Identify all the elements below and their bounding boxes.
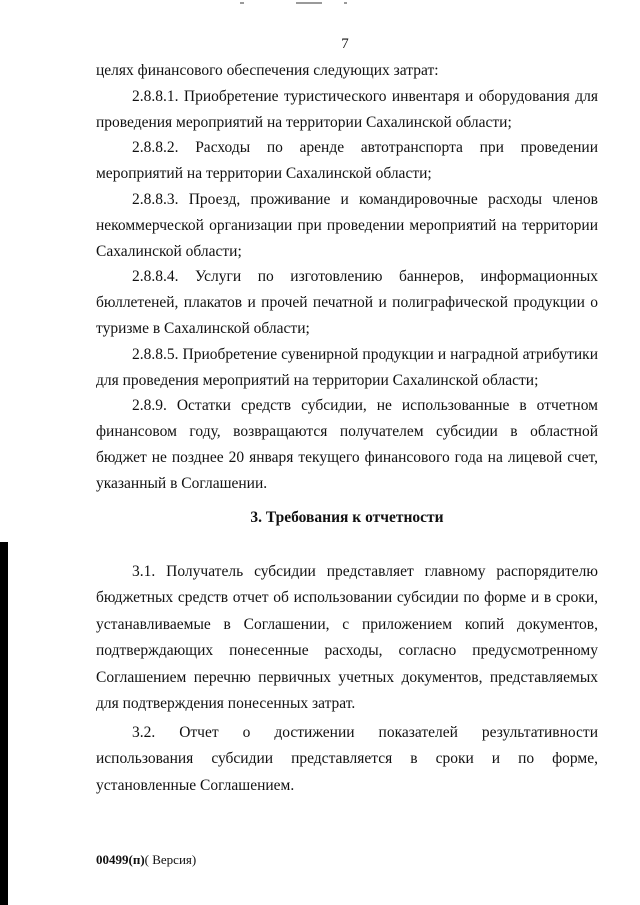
paragraph-2-8-8-2: 2.8.8.2. Расходы по аренде автотранспорта при проведении мероприятий на территории Сахалинской области; (96, 139, 598, 183)
document-version: ( Версия) (144, 852, 197, 867)
page-number: 7 (341, 36, 349, 52)
paragraph-2-8-8-4: 2.8.8.4. Услуги по изготовлению баннеров, информационных бюллетеней, плакатов и прочей печатной и полиграфической продукции о туризме в Сахалинской области; (96, 268, 598, 337)
document-body (96, 58, 598, 799)
paragraph-2-8-9: 2.8.9. Остатки средств субсидии, не использованные в отчетном финансовом году, возвращаются получателем субсидии в областной бюджет не позднее 20 января текущего финансового года на лицевой счет, указанный в Соглашении. (96, 397, 598, 492)
paragraph-3-1: 3.1. Получатель субсидии представляет главному распорядителю бюджетных средств отчет об использовании субсидии по форме и в сроки, устанавливаемые в Соглашении, с приложением копий документов, подтверждающих понесенные расходы, согласно предусмотренному Соглашением перечню первичных учетных документов, представляемых для подтверждения понесенных затрат. (96, 562, 598, 713)
scan-artifact (344, 2, 347, 4)
paragraph-3-2: 3.2. Отчет о достижении показателей результативности использования субсидии представляется в сроки и по форме, установленные Соглашением. (96, 723, 598, 794)
document-code: 00499(п) (96, 852, 145, 867)
section-title: 3. Требования к отчетности (250, 508, 444, 526)
scan-artifact (296, 2, 322, 4)
paragraph-continuation: целях финансового обеспечения следующих затрат: (96, 62, 439, 79)
scan-edge-shadow (0, 542, 8, 905)
scan-artifact (240, 2, 244, 4)
document-footer (96, 852, 196, 868)
paragraph-2-8-8-5: 2.8.8.5. Приобретение сувенирной продукции и наградной атрибутики для проведения мероприятий на территории Сахалинской области; (96, 345, 598, 389)
paragraph-2-8-8-3: 2.8.8.3. Проезд, проживание и командировочные расходы членов некоммерческой организации при проведении мероприятий на территории Сахалинской области; (96, 190, 598, 260)
paragraph-2-8-8-1: 2.8.8.1. Приобретение туристического инвентаря и оборудования для проведения мероприятий на территории Сахалинской области; (96, 87, 598, 131)
